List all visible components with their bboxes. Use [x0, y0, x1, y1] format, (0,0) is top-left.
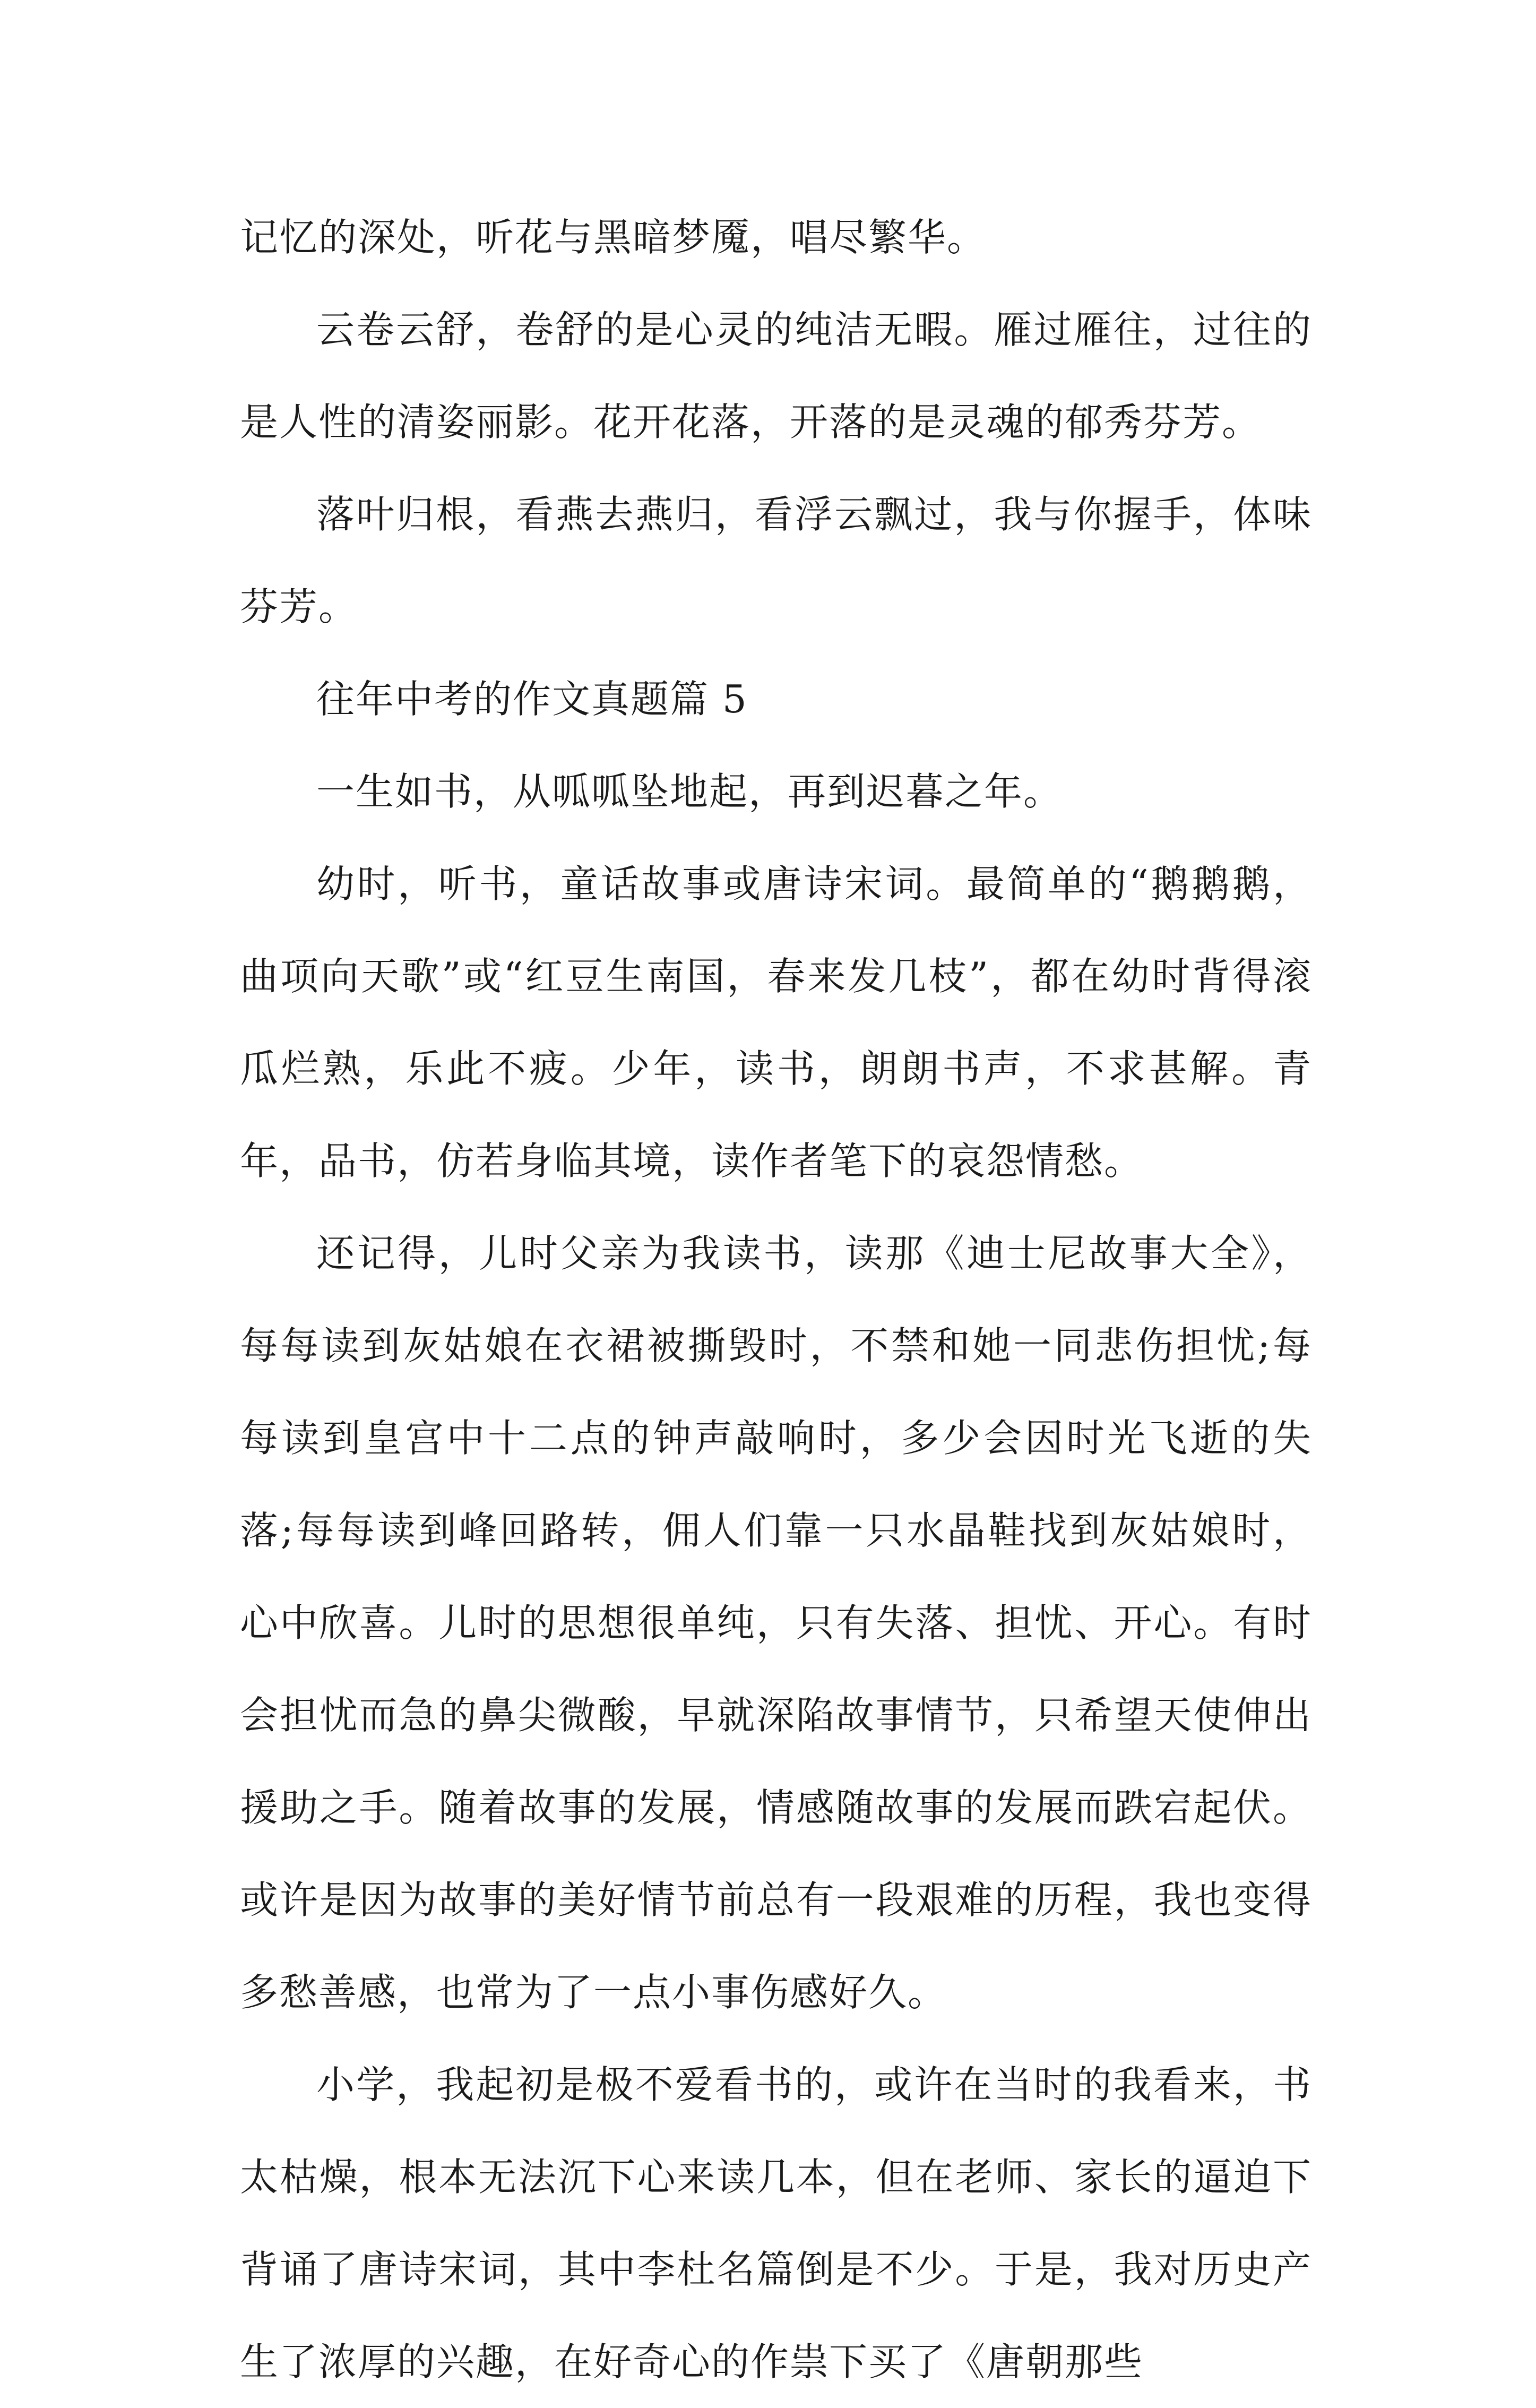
section-heading: 往年中考的作文真题篇 5	[316, 677, 748, 721]
paragraph-2: 云卷云舒，卷舒的是心灵的纯洁无暇。雁过雁往，过往的是人性的清姿丽影。花开花落，开落的是灵魂的郁秀芬芳。	[240, 307, 1312, 444]
paragraph-6: 还记得，儿时父亲为我读书，读那《迪士尼故事大全》，每每读到灰姑娘在衣裙被撕毁时，不禁和她一同悲伤担忧;每每读到皇宫中十二点的钟声敲响时，多少会因时光飞逝的失落;每每读到峰回路转，佣人们靠一只水晶鞋找到灰姑娘时，心中欣喜。儿时的思想很单纯，只有失落、担忧、开心。有时会担忧而急的鼻尖微酸，早就深陷故事情节，只希望天使伸出援助之手。随着故事的发展，情感随故事的发展而跌宕起伏。或许是因为故事的美好情节前总有一段艰难的历程，我也变得多愁善感，也常为了一点小事伤感好久。	[240, 1231, 1312, 2015]
paragraph-5: 幼时，听书，童话故事或唐诗宋词。最简单的“鹅鹅鹅，曲项向天歌”或“红豆生南国，春来发几枝”，都在幼时背得滚瓜烂熟，乐此不疲。少年，读书，朗朗书声，不求甚解。青年，品书，仿若身临其境，读作者笔下的哀怨情愁。	[240, 862, 1312, 1183]
paragraph-7: 小学，我起初是极不爱看书的，或许在当时的我看来，书太枯燥，根本无法沉下心来读几本，但在老师、家长的逼迫下背诵了唐诗宋词，其中李杜名篇倒是不少。于是，我对历史产生了浓厚的兴趣，在好奇心的作祟下买了《唐朝那些	[240, 2062, 1312, 2384]
paragraph-4: 一生如书，从呱呱坠地起，再到迟暮之年。	[316, 769, 1063, 814]
paragraph-3: 落叶归根，看燕去燕归，看浮云飘过，我与你握手，体味芬芳。	[240, 492, 1312, 629]
document-body	[240, 191, 1312, 2408]
paragraph-1: 记忆的深处，听花与黑暗梦魇，唱尽繁华。	[240, 215, 987, 260]
